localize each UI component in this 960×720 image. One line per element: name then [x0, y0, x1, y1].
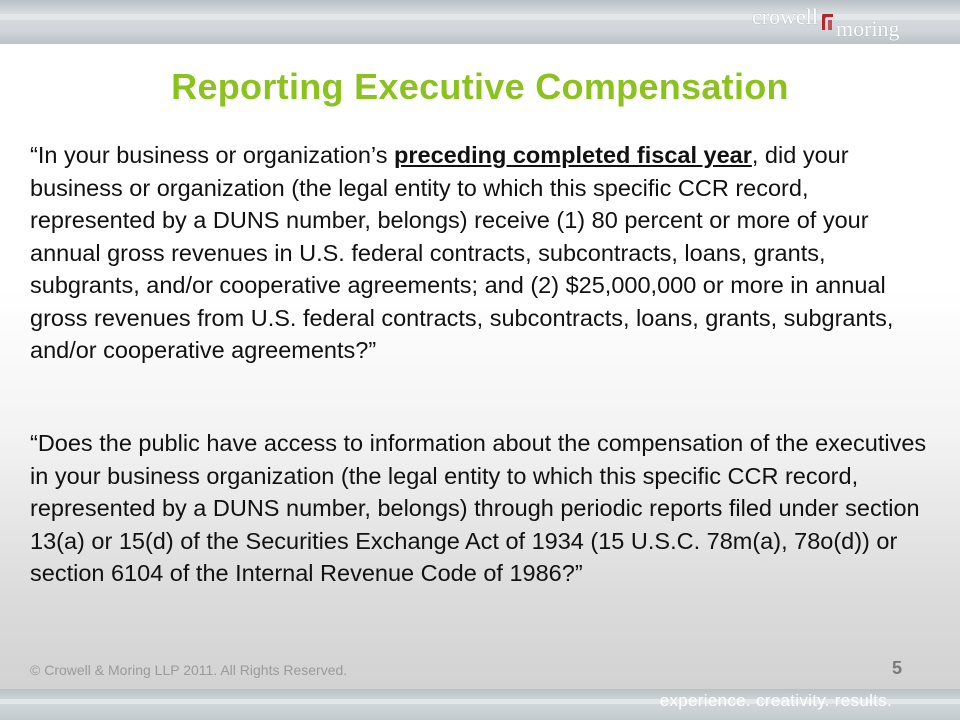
header-bar	[0, 0, 960, 44]
tagline: experience. creativity. results.	[659, 691, 892, 710]
para1-prefix: “In your business or organization’s	[30, 142, 395, 168]
crowell-moring-logo	[752, 4, 912, 40]
para1-emphasis: preceding completed fiscal year	[394, 142, 752, 168]
logo-mark-icon	[820, 12, 836, 32]
logo-word-moring: moring	[836, 16, 900, 41]
page-number: 5	[891, 658, 902, 678]
question-paragraph-1	[30, 139, 930, 367]
copyright-text: © Crowell & Moring LLP 2011. All Rights Reserved.	[30, 662, 348, 678]
question-paragraph-2: “Does the public have access to information about the compensation of the executives in your business organization (the legal entity to which this specific CCR record, represented by a DUNS number, belongs) through periodic reports filed under section 13(a) or 15(d) of the Securities Exchange Act of 1934 (15 U.S.C. 78m(a), 78o(d)) or section 6104 of the Internal Revenue Code of 1986?”	[30, 430, 927, 586]
logo-word-crowell: crowell	[752, 4, 818, 29]
slide-title: Reporting Executive Compensation	[171, 66, 789, 107]
para1-rest: , did your business or organization (the legal entity to which this specific CCR record, represented by a DUNS number, belongs) receive (1) 80 percent or more of your annual gross revenues in U.S. federal contracts, subcontracts, loans, grants, subgrants, and/or cooperative agreements; and (2) $25,000,000 or more in annual gross revenues from U.S. federal contracts, subcontracts, loans, grants, subgrants, and/or cooperative agreements?”	[30, 142, 894, 363]
footer-bar	[0, 689, 960, 720]
